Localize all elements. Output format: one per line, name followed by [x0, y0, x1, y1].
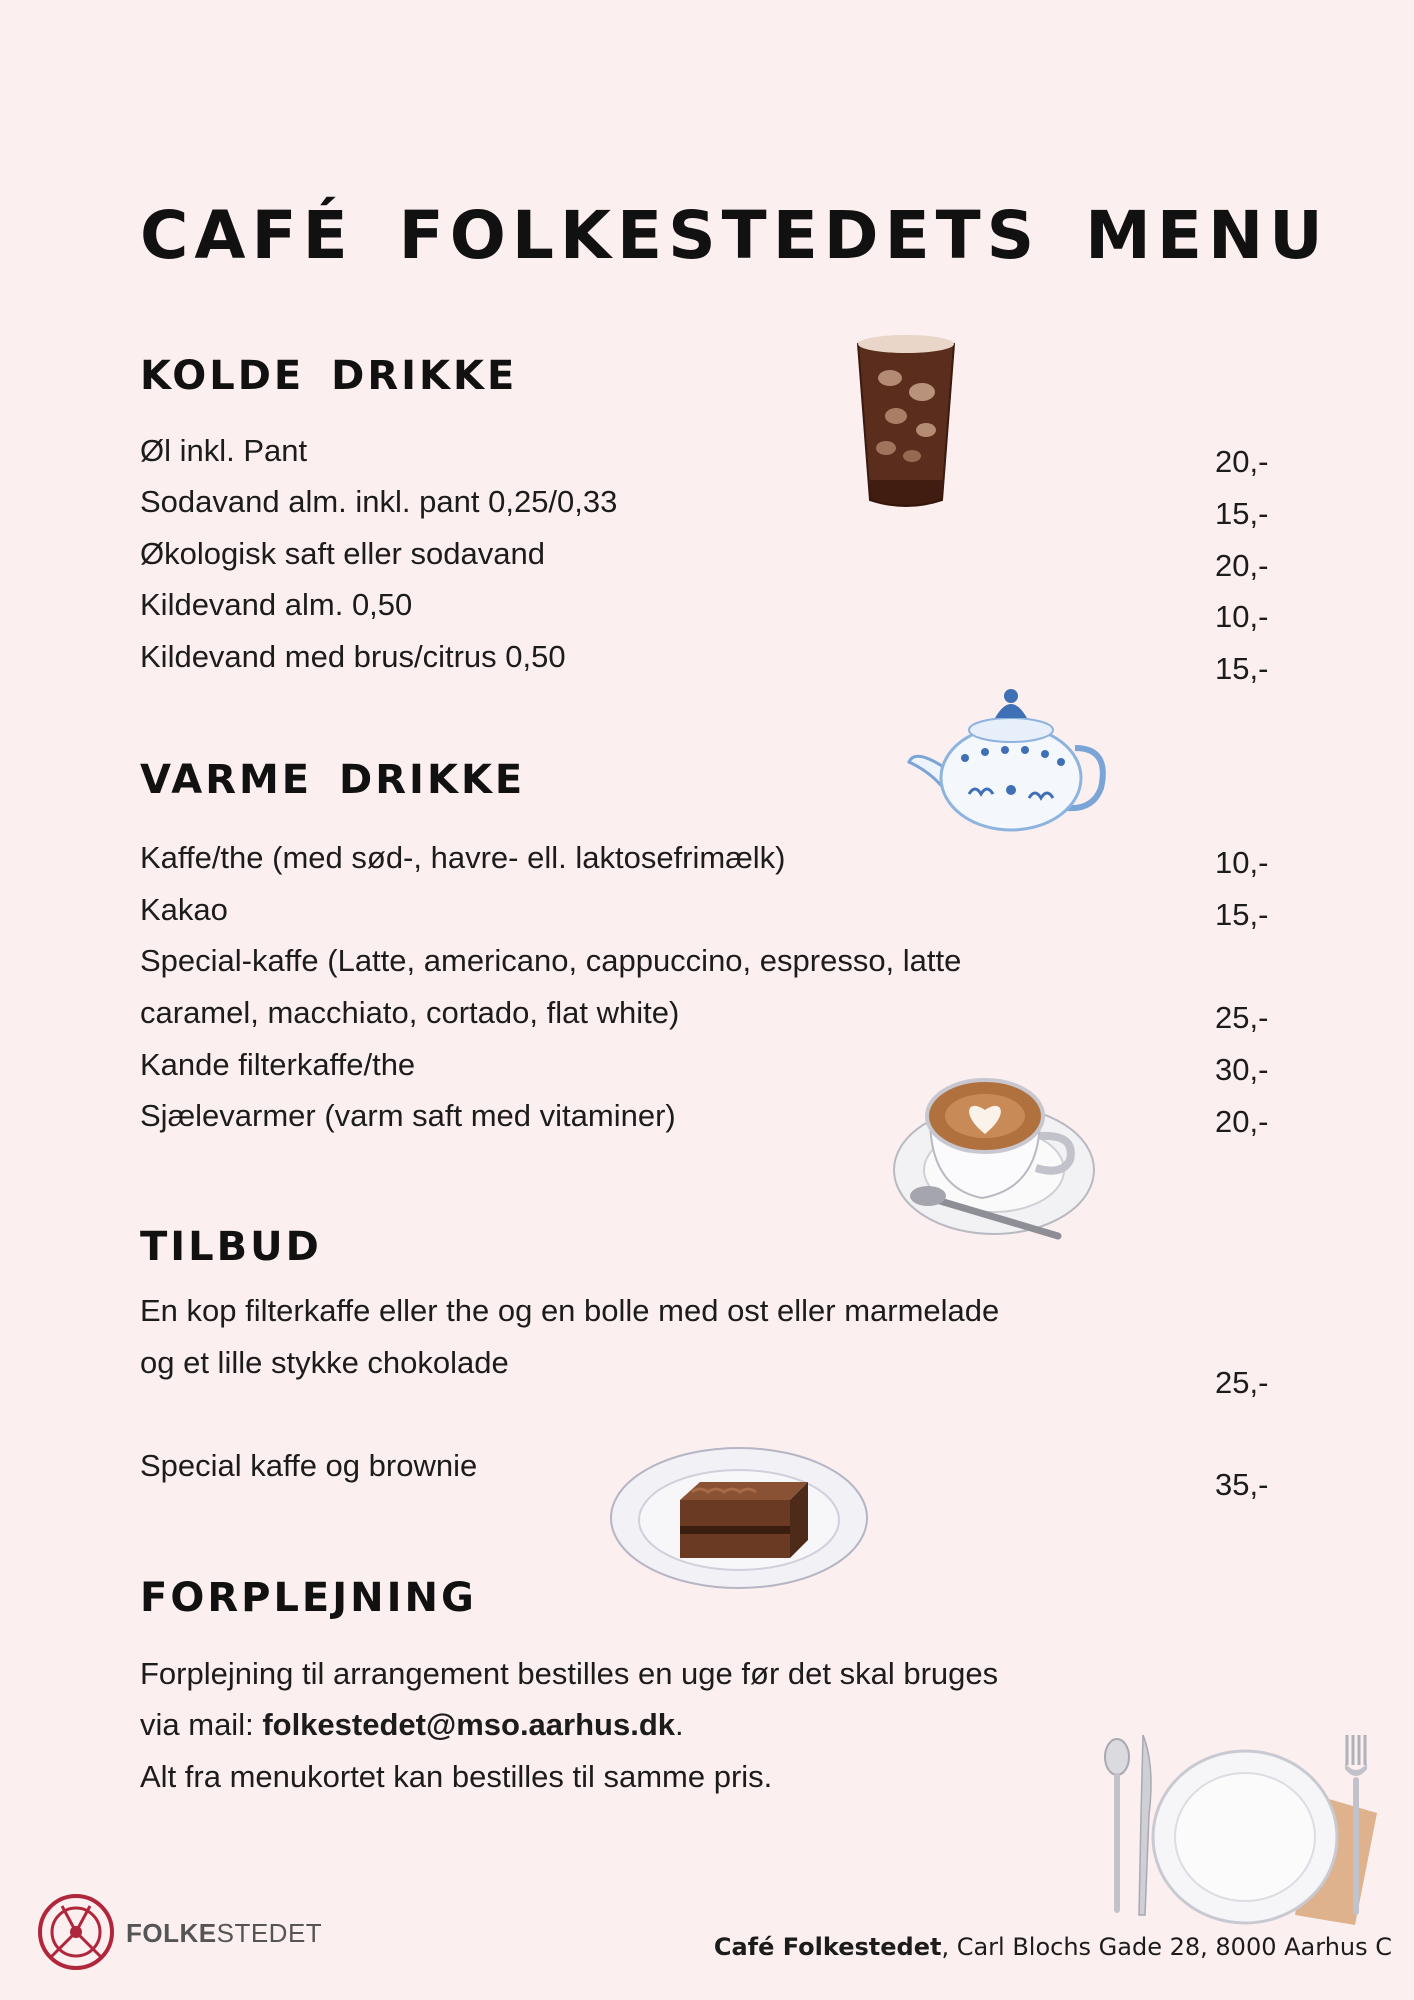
catering-text: Alt fra menukortet kan bestilles til samme pris. — [140, 1759, 773, 1794]
menu-item-name: Sjælevarmer (varm saft med vitaminer) — [140, 1098, 676, 1133]
menu-item-price: 15,- — [1215, 496, 1269, 531]
latte-cup-icon — [890, 1058, 1100, 1248]
teapot-icon — [905, 678, 1115, 838]
menu-item-name: Kande filterkaffe/the — [140, 1047, 416, 1082]
mail-suffix: . — [675, 1707, 684, 1742]
address-street: , Carl Blochs Gade 28, 8000 Aarhus C — [941, 1933, 1392, 1961]
section-heading-varme-drikke: VARME DRIKKE — [140, 757, 526, 803]
section-heading-forplejning: FORPLEJNING — [140, 1575, 477, 1621]
catering-mail-line — [140, 1705, 684, 1745]
menu-item-name: Kildevand alm. 0,50 — [140, 587, 413, 622]
menu-item-price: 25,- — [1215, 1000, 1269, 1035]
section-heading-kolde-drikke: KOLDE DRIKKE — [140, 353, 518, 399]
catering-text: Forplejning til arrangement bestilles en uge før det skal bruges — [140, 1656, 999, 1691]
brand-name-light: STEDET — [216, 1918, 323, 1948]
menu-item-price: 10,- — [1215, 599, 1269, 634]
mail-prefix: via mail: — [140, 1707, 263, 1742]
email-link[interactable]: folkestedet@mso.aarhus.dk — [262, 1707, 675, 1742]
place-setting-icon — [1095, 1725, 1385, 1925]
page-title: CAFÉ FOLKESTEDETS MENU — [140, 197, 1329, 274]
menu-item-price: 25,- — [1215, 1365, 1269, 1400]
menu-item-price: 35,- — [1215, 1467, 1269, 1502]
address-venue: Café Folkestedet — [713, 1933, 942, 1961]
menu-item-price: 20,- — [1215, 444, 1269, 479]
offer-line: og et lille stykke chokolade — [140, 1345, 509, 1380]
menu-item-price: 20,- — [1215, 1104, 1269, 1139]
menu-item-price: 15,- — [1215, 897, 1269, 932]
menu-item-name: Sodavand alm. inkl. pant 0,25/0,33 — [140, 484, 618, 519]
menu-item-name: Økologisk saft eller sodavand — [140, 536, 545, 571]
menu-item-price: 30,- — [1215, 1052, 1269, 1087]
brand-name-bold: FOLKE — [126, 1918, 217, 1948]
footer-address — [714, 1932, 1392, 1962]
menu-item-name: Kaffe/the (med sød-, havre- ell. laktosefrimælk) — [140, 840, 786, 875]
menu-item-price: 10,- — [1215, 845, 1269, 880]
menu-item-name: Special-kaffe (Latte, americano, cappuccino, espresso, latte — [140, 943, 962, 978]
section-heading-tilbud: TILBUD — [140, 1224, 322, 1270]
menu-item-price: 15,- — [1215, 651, 1269, 686]
menu-item-price: 20,- — [1215, 548, 1269, 583]
menu-item-name: Kakao — [140, 892, 228, 927]
brand-name — [126, 1918, 322, 1948]
folkestedet-logo-icon — [36, 1888, 116, 1978]
menu-item-name: Kildevand med brus/citrus 0,50 — [140, 639, 566, 674]
cola-glass-icon — [850, 330, 962, 512]
brownie-plate-icon — [608, 1440, 870, 1602]
folkestedet-brand — [36, 1888, 336, 1978]
menu-item-name: Special kaffe og brownie — [140, 1448, 478, 1483]
menu-item-name: Øl inkl. Pant — [140, 433, 308, 468]
offer-line: En kop filterkaffe eller the og en bolle med ost eller marmelade — [140, 1293, 1000, 1328]
menu-item-name: caramel, macchiato, cortado, flat white) — [140, 995, 680, 1030]
